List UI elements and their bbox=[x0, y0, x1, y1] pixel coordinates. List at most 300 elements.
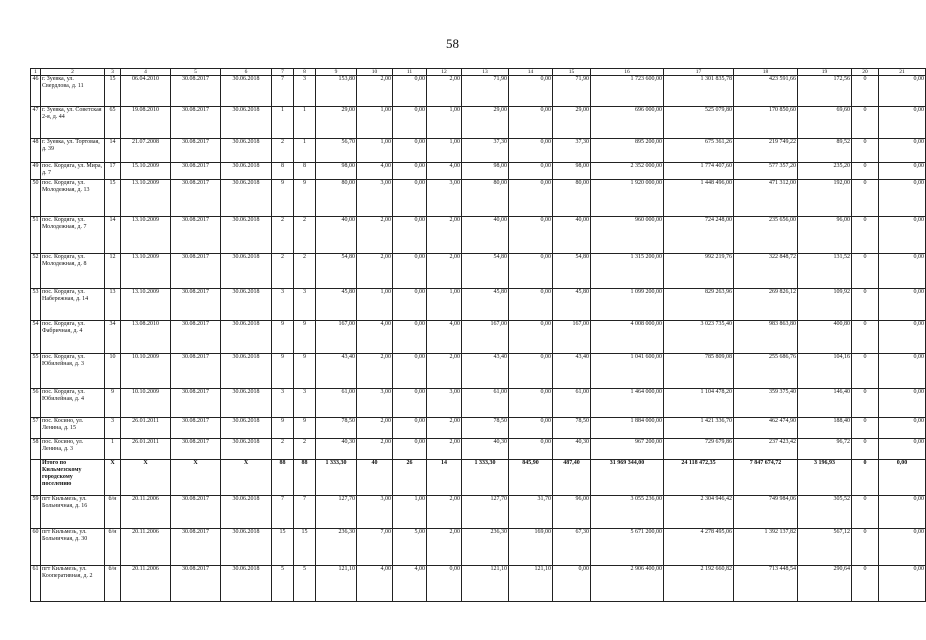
table-cell: 4 278 495,06 bbox=[664, 529, 734, 566]
table-cell: 30.08.2017 bbox=[171, 180, 221, 217]
table-cell: 30.06.2018 bbox=[221, 418, 272, 439]
header-cell: 19 bbox=[798, 69, 852, 76]
header-cell: 8 bbox=[294, 69, 316, 76]
table-cell: 29,00 bbox=[462, 107, 509, 139]
table-cell: 10.10.2009 bbox=[121, 389, 171, 418]
address-cell: пос. Кордяга, ул. Юбилейная, д. 4 bbox=[41, 389, 105, 418]
table-cell: 30.06.2018 bbox=[221, 566, 272, 602]
table-cell: 80,00 bbox=[462, 180, 509, 217]
table-cell: 845,90 bbox=[509, 460, 553, 496]
table-cell: 305,52 bbox=[798, 496, 852, 529]
table-cell: 0,00 bbox=[393, 354, 427, 389]
table-cell: 9 bbox=[272, 321, 294, 354]
table-cell: 30.06.2018 bbox=[221, 289, 272, 321]
header-cell: 21 bbox=[879, 69, 926, 76]
table-cell: 30.08.2017 bbox=[171, 289, 221, 321]
table-cell: 2,00 bbox=[357, 217, 393, 254]
table-cell: 0,00 bbox=[427, 566, 462, 602]
table-cell: 0 bbox=[852, 566, 879, 602]
table-cell: 2 304 946,42 bbox=[664, 496, 734, 529]
table-cell: 5 bbox=[294, 566, 316, 602]
table-cell: 4,00 bbox=[427, 163, 462, 180]
table-row bbox=[31, 217, 926, 254]
table-cell: 2 352 000,00 bbox=[591, 163, 664, 180]
header-cell: 2 bbox=[41, 69, 105, 76]
table-cell: 26 bbox=[393, 460, 427, 496]
table-cell: б/н bbox=[105, 496, 121, 529]
header-cell: 10 bbox=[357, 69, 393, 76]
address-cell: пос. Кордяга, ул. Набережная, д. 14 bbox=[41, 289, 105, 321]
table-row bbox=[31, 321, 926, 354]
table-cell: 290,64 bbox=[798, 566, 852, 602]
table-cell: 5,00 bbox=[393, 529, 427, 566]
table-cell: X bbox=[171, 460, 221, 496]
address-cell: Итого по Кильмезскому городскому поселению bbox=[41, 460, 105, 496]
table-row bbox=[31, 389, 926, 418]
table-cell: 06.04.2010 bbox=[121, 76, 171, 107]
table-cell: 0,00 bbox=[393, 389, 427, 418]
table-cell: 5 bbox=[272, 566, 294, 602]
table-cell: 0 bbox=[852, 439, 879, 460]
table-row bbox=[31, 139, 926, 163]
table-row bbox=[31, 107, 926, 139]
table-cell: 131,52 bbox=[798, 254, 852, 289]
table-cell: 7 bbox=[272, 76, 294, 107]
table-cell: 54,80 bbox=[316, 254, 357, 289]
table-row bbox=[31, 254, 926, 289]
table-cell: 54 bbox=[31, 321, 41, 354]
table-cell: 3,00 bbox=[357, 496, 393, 529]
table-cell: 167,00 bbox=[462, 321, 509, 354]
table-cell: 9 bbox=[294, 321, 316, 354]
table-cell: 188,40 bbox=[798, 418, 852, 439]
table-cell: 30.06.2018 bbox=[221, 529, 272, 566]
table-cell: 2 192 660,82 bbox=[664, 566, 734, 602]
table-cell: 20.11.2006 bbox=[121, 496, 171, 529]
table-cell: 13.10.2009 bbox=[121, 217, 171, 254]
table-cell: 30.06.2018 bbox=[221, 389, 272, 418]
table-cell: 127,70 bbox=[316, 496, 357, 529]
table-cell: 0,00 bbox=[509, 418, 553, 439]
table-cell: 1 448 496,00 bbox=[664, 180, 734, 217]
table-cell: 4,00 bbox=[427, 321, 462, 354]
table-cell: 40,00 bbox=[553, 217, 591, 254]
table-cell: 3,00 bbox=[427, 389, 462, 418]
table-cell: 30.06.2018 bbox=[221, 180, 272, 217]
table-cell: 53 bbox=[31, 289, 41, 321]
table-cell: 1 920 000,00 bbox=[591, 180, 664, 217]
table-cell: 167,00 bbox=[316, 321, 357, 354]
table-cell: 56 bbox=[31, 389, 41, 418]
table-cell: 9 bbox=[105, 389, 121, 418]
table-cell: 235,20 bbox=[798, 163, 852, 180]
table-cell: 37,30 bbox=[462, 139, 509, 163]
table-cell: 3 055 236,00 bbox=[591, 496, 664, 529]
table-cell: 3,00 bbox=[357, 180, 393, 217]
table-cell: 0 bbox=[852, 107, 879, 139]
table-cell: 0,00 bbox=[393, 180, 427, 217]
address-cell: пос. Кордяга, ул. Молодежная, д. 13 bbox=[41, 180, 105, 217]
table-cell: 0,00 bbox=[509, 289, 553, 321]
table-cell: 30.08.2017 bbox=[171, 163, 221, 180]
header-cell: 18 bbox=[734, 69, 798, 76]
table-cell: 30.08.2017 bbox=[171, 321, 221, 354]
table-cell: 0 bbox=[852, 321, 879, 354]
table-cell: 67,30 bbox=[553, 529, 591, 566]
header-cell: 5 bbox=[171, 69, 221, 76]
table-cell: 0,00 bbox=[879, 389, 926, 418]
table-cell: 48 bbox=[31, 139, 41, 163]
table-cell: 0 bbox=[852, 389, 879, 418]
table-cell: 98,00 bbox=[316, 163, 357, 180]
table-cell: 43,40 bbox=[462, 354, 509, 389]
table-cell: 0,00 bbox=[879, 439, 926, 460]
table-cell: 785 809,08 bbox=[664, 354, 734, 389]
address-cell: г. Зуевка, ул. Советская 2-я, д. 44 bbox=[41, 107, 105, 139]
table-cell: 172,56 bbox=[798, 76, 852, 107]
table-cell: 0 bbox=[852, 163, 879, 180]
address-cell: пос. Косино, ул. Ленина, д. 3 bbox=[41, 439, 105, 460]
table-cell: 58 bbox=[31, 439, 41, 460]
table-cell: 2,00 bbox=[357, 76, 393, 107]
table-cell: 121,10 bbox=[316, 566, 357, 602]
page-number: 58 bbox=[446, 36, 459, 51]
table-cell: 98,00 bbox=[462, 163, 509, 180]
table-cell: 2,00 bbox=[427, 254, 462, 289]
table-cell: 0,00 bbox=[393, 163, 427, 180]
table-cell: 1 104 478,20 bbox=[664, 389, 734, 418]
table-cell: 0 bbox=[852, 496, 879, 529]
table-cell: 69,60 bbox=[798, 107, 852, 139]
table-cell: 61,00 bbox=[553, 389, 591, 418]
table-cell: 269 826,12 bbox=[734, 289, 798, 321]
table-cell: 98,00 bbox=[553, 163, 591, 180]
table-cell: 0 bbox=[852, 529, 879, 566]
table-cell: 88 bbox=[272, 460, 294, 496]
table-cell: 96,00 bbox=[798, 217, 852, 254]
table-cell: б/н bbox=[105, 566, 121, 602]
table-cell: 13.10.2009 bbox=[121, 254, 171, 289]
table-cell: 30.08.2017 bbox=[171, 139, 221, 163]
table-cell: 43,40 bbox=[316, 354, 357, 389]
table-cell: 0,00 bbox=[879, 254, 926, 289]
table-cell: 1 041 600,00 bbox=[591, 354, 664, 389]
table-cell: 0 bbox=[852, 254, 879, 289]
table-cell: 1,00 bbox=[357, 107, 393, 139]
address-cell: г. Зуевка, ул. Свердлова, д. 11 bbox=[41, 76, 105, 107]
table-cell: 0,00 bbox=[879, 529, 926, 566]
table-cell: 0,00 bbox=[509, 354, 553, 389]
table-cell: 1 333,30 bbox=[316, 460, 357, 496]
table-cell: 0,00 bbox=[879, 180, 926, 217]
table-cell: 96,72 bbox=[798, 439, 852, 460]
table-cell: 0 bbox=[852, 76, 879, 107]
table-cell: 729 679,86 bbox=[664, 439, 734, 460]
table-cell: 3 bbox=[294, 289, 316, 321]
table-cell: 9 bbox=[294, 354, 316, 389]
table-cell: 169,00 bbox=[509, 529, 553, 566]
table-cell: 167,00 bbox=[553, 321, 591, 354]
table-cell: 0,00 bbox=[393, 107, 427, 139]
table-cell: 8 bbox=[272, 163, 294, 180]
table-cell: 0,00 bbox=[509, 254, 553, 289]
table-cell: 34 bbox=[105, 321, 121, 354]
table-cell: 7 bbox=[294, 496, 316, 529]
table-row bbox=[31, 163, 926, 180]
table-row bbox=[31, 529, 926, 566]
header-cell: 15 bbox=[553, 69, 591, 76]
table-cell: 2,00 bbox=[427, 354, 462, 389]
table-cell: 4 008 000,00 bbox=[591, 321, 664, 354]
table-cell: 21.07.2008 bbox=[121, 139, 171, 163]
table-cell: 146,40 bbox=[798, 389, 852, 418]
table-cell: 1,00 bbox=[393, 496, 427, 529]
table-cell: 1 464 000,00 bbox=[591, 389, 664, 418]
address-cell: пос. Кордяга, ул. Молодежная, д. 7 bbox=[41, 217, 105, 254]
table-cell: 13.10.2009 bbox=[121, 289, 171, 321]
table-cell: 322 848,72 bbox=[734, 254, 798, 289]
table-cell: 104,16 bbox=[798, 354, 852, 389]
table-cell: 78,50 bbox=[316, 418, 357, 439]
header-row bbox=[31, 69, 926, 76]
table-cell: 1,00 bbox=[357, 289, 393, 321]
table-cell: 1 774 407,60 bbox=[664, 163, 734, 180]
table-cell: 0 bbox=[852, 139, 879, 163]
table-cell: 12 bbox=[105, 254, 121, 289]
header-cell: 14 bbox=[509, 69, 553, 76]
table-cell: 0,00 bbox=[393, 439, 427, 460]
table-cell: 19.08.2010 bbox=[121, 107, 171, 139]
table-cell: 0,00 bbox=[393, 321, 427, 354]
table-cell: 0,00 bbox=[879, 496, 926, 529]
table-cell: 13.10.2009 bbox=[121, 180, 171, 217]
table-cell: 153,80 bbox=[316, 76, 357, 107]
header-cell: 9 bbox=[316, 69, 357, 76]
table-cell: 59 bbox=[31, 496, 41, 529]
table-cell: 1 099 200,00 bbox=[591, 289, 664, 321]
table-cell: 24 118 472,35 bbox=[664, 460, 734, 496]
header-cell: 13 bbox=[462, 69, 509, 76]
header-cell: 7 bbox=[272, 69, 294, 76]
table-cell: 30.08.2017 bbox=[171, 566, 221, 602]
table-cell: 7 847 674,72 bbox=[734, 460, 798, 496]
table-cell: 50 bbox=[31, 180, 41, 217]
table-cell: 30.08.2017 bbox=[171, 496, 221, 529]
table-row bbox=[31, 418, 926, 439]
table-cell: 487,40 bbox=[553, 460, 591, 496]
table-cell: 96,00 bbox=[553, 496, 591, 529]
header-cell: 6 bbox=[221, 69, 272, 76]
table-cell: 0,00 bbox=[879, 289, 926, 321]
table-cell: 1 bbox=[294, 107, 316, 139]
table-cell: 0,00 bbox=[879, 566, 926, 602]
table-cell: 3 bbox=[294, 76, 316, 107]
table-cell: 8 bbox=[294, 163, 316, 180]
table-cell: 577 357,20 bbox=[734, 163, 798, 180]
table-cell: 724 248,00 bbox=[664, 217, 734, 254]
table-cell: 359 375,40 bbox=[734, 389, 798, 418]
table-cell: 3 bbox=[105, 418, 121, 439]
table-cell: 30.06.2018 bbox=[221, 321, 272, 354]
table-cell: 0,00 bbox=[879, 139, 926, 163]
table-cell: 30.06.2018 bbox=[221, 107, 272, 139]
table-cell: 1,00 bbox=[357, 139, 393, 163]
table-cell: 0,00 bbox=[509, 217, 553, 254]
table-cell: 1 723 600,00 bbox=[591, 76, 664, 107]
table-cell: 30.06.2018 bbox=[221, 496, 272, 529]
table-cell: 7 bbox=[272, 496, 294, 529]
table-cell: 89,52 bbox=[798, 139, 852, 163]
table-cell: 0,00 bbox=[879, 163, 926, 180]
table-cell: 0 bbox=[852, 289, 879, 321]
table-cell: 1 bbox=[272, 107, 294, 139]
table-cell: 47 bbox=[31, 107, 41, 139]
table-cell: 45,80 bbox=[462, 289, 509, 321]
table-cell: 829 263,96 bbox=[664, 289, 734, 321]
table-cell: 2,00 bbox=[427, 529, 462, 566]
table-cell: 992 219,76 bbox=[664, 254, 734, 289]
housing-table bbox=[30, 68, 926, 602]
table-cell: 10.10.2009 bbox=[121, 354, 171, 389]
table-cell: 127,70 bbox=[462, 496, 509, 529]
table-cell: 0 bbox=[852, 418, 879, 439]
table-cell: X bbox=[105, 460, 121, 496]
address-cell: пос. Кордяга, ул. Юбилейная, д. 3 bbox=[41, 354, 105, 389]
table-cell: 0,00 bbox=[509, 439, 553, 460]
table-cell: 0,00 bbox=[879, 418, 926, 439]
table-cell: 78,50 bbox=[553, 418, 591, 439]
table-cell: 13 bbox=[105, 289, 121, 321]
table-cell: 80,00 bbox=[316, 180, 357, 217]
table-cell: 40,30 bbox=[316, 439, 357, 460]
table-cell: 471 312,00 bbox=[734, 180, 798, 217]
table-cell: 0 bbox=[852, 460, 879, 496]
table-cell: 9 bbox=[272, 180, 294, 217]
table-cell: 52 bbox=[31, 254, 41, 289]
table-cell: 29,00 bbox=[316, 107, 357, 139]
address-cell: пгт Кильмезь, ул. Больничная, д. 16 bbox=[41, 496, 105, 529]
table-cell: 9 bbox=[294, 180, 316, 217]
table-row bbox=[31, 289, 926, 321]
table-cell: 713 448,54 bbox=[734, 566, 798, 602]
table-cell: 2 bbox=[294, 254, 316, 289]
header-cell: 11 bbox=[393, 69, 427, 76]
table-row bbox=[31, 180, 926, 217]
table-cell: 14 bbox=[105, 217, 121, 254]
table-cell: 525 079,80 bbox=[664, 107, 734, 139]
header-cell: 1 bbox=[31, 69, 41, 76]
table-cell: 0,00 bbox=[879, 217, 926, 254]
table-cell: 5 671 200,00 bbox=[591, 529, 664, 566]
header-cell: 17 bbox=[664, 69, 734, 76]
table-cell: 30.08.2017 bbox=[171, 107, 221, 139]
table-cell: 2 bbox=[272, 254, 294, 289]
table-cell: 55 bbox=[31, 354, 41, 389]
table-cell: 2 906 400,00 bbox=[591, 566, 664, 602]
table-row bbox=[31, 76, 926, 107]
table-cell: 2,00 bbox=[357, 418, 393, 439]
table-cell: б/н bbox=[105, 529, 121, 566]
table-cell: 0,00 bbox=[879, 107, 926, 139]
table-cell: 31 969 344,00 bbox=[591, 460, 664, 496]
table-cell: 10 bbox=[105, 354, 121, 389]
table-cell: 15 bbox=[105, 76, 121, 107]
table-cell: 3 bbox=[272, 389, 294, 418]
header-cell: 4 bbox=[121, 69, 171, 76]
table-cell: 4,00 bbox=[357, 163, 393, 180]
table-row bbox=[31, 496, 926, 529]
table-cell: 121,10 bbox=[462, 566, 509, 602]
table-cell: 3 bbox=[294, 389, 316, 418]
table-cell: 37,30 bbox=[553, 139, 591, 163]
table-cell: 56,70 bbox=[316, 139, 357, 163]
table-cell: 2,00 bbox=[427, 496, 462, 529]
table-cell: 40,00 bbox=[316, 217, 357, 254]
table-cell: 30.08.2017 bbox=[171, 389, 221, 418]
table-cell: 30.06.2018 bbox=[221, 163, 272, 180]
table-cell: 0,00 bbox=[879, 460, 926, 496]
table-cell: 15.10.2009 bbox=[121, 163, 171, 180]
table-cell: 30.08.2017 bbox=[171, 529, 221, 566]
table-cell: 3 bbox=[272, 289, 294, 321]
table-cell: 0,00 bbox=[393, 289, 427, 321]
table-cell: 3 196,93 bbox=[798, 460, 852, 496]
table-cell: 675 361,26 bbox=[664, 139, 734, 163]
table-cell: 0,00 bbox=[879, 354, 926, 389]
table-cell: 30.08.2017 bbox=[171, 354, 221, 389]
header-cell: 20 bbox=[852, 69, 879, 76]
table-cell: 983 863,80 bbox=[734, 321, 798, 354]
table-cell bbox=[31, 460, 41, 496]
address-cell: пос. Кордяга, ул. Мира, д. 7 bbox=[41, 163, 105, 180]
table-cell: 121,10 bbox=[509, 566, 553, 602]
table-cell: 0,00 bbox=[879, 321, 926, 354]
table-cell: 0,00 bbox=[509, 180, 553, 217]
table-cell: 3,00 bbox=[357, 389, 393, 418]
table-cell: 0,00 bbox=[509, 163, 553, 180]
table-cell: 2 bbox=[294, 439, 316, 460]
table-cell: 88 bbox=[294, 460, 316, 496]
table-cell: 0 bbox=[852, 354, 879, 389]
table-cell: 61 bbox=[31, 566, 41, 602]
table-cell: 30.06.2018 bbox=[221, 354, 272, 389]
table-cell: 71,90 bbox=[462, 76, 509, 107]
table-cell: 9 bbox=[294, 418, 316, 439]
table-cell: 0,00 bbox=[393, 139, 427, 163]
table-cell: 219 749,22 bbox=[734, 139, 798, 163]
table-cell: 960 000,00 bbox=[591, 217, 664, 254]
table-cell: 1 bbox=[294, 139, 316, 163]
table-cell: 15 bbox=[294, 529, 316, 566]
table-cell: 15 bbox=[272, 529, 294, 566]
table-cell: 236,30 bbox=[316, 529, 357, 566]
table-cell: 1 333,30 bbox=[462, 460, 509, 496]
table-cell: 423 591,66 bbox=[734, 76, 798, 107]
table-cell: 2,00 bbox=[357, 354, 393, 389]
table-cell: 15 bbox=[105, 180, 121, 217]
table-cell: 170 850,60 bbox=[734, 107, 798, 139]
table-cell: 30.08.2017 bbox=[171, 418, 221, 439]
table-cell: 1 301 835,78 bbox=[664, 76, 734, 107]
table-cell: 2 bbox=[294, 217, 316, 254]
table-cell: 109,92 bbox=[798, 289, 852, 321]
table-cell: 14 bbox=[105, 139, 121, 163]
table-cell: 60 bbox=[31, 529, 41, 566]
table-cell: 1 884 000,00 bbox=[591, 418, 664, 439]
table-cell: 749 984,06 bbox=[734, 496, 798, 529]
table-cell: 45,80 bbox=[553, 289, 591, 321]
table-cell: 0,00 bbox=[509, 139, 553, 163]
